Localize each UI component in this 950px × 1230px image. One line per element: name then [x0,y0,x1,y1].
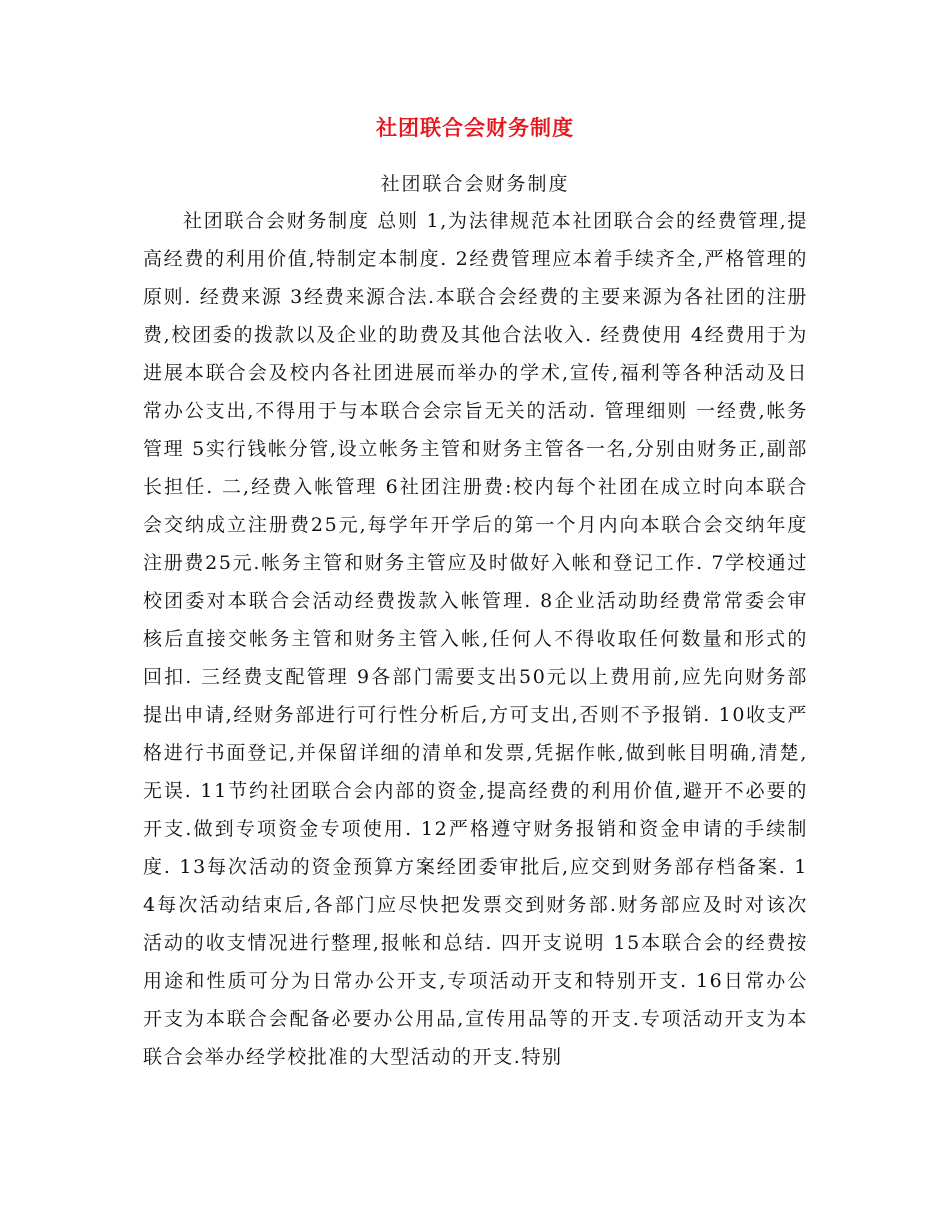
document-title: 社团联合会财务制度 [376,116,574,140]
document-subtitle: 社团联合会财务制度 [380,173,570,195]
document-body-paragraph: 社团联合会财务制度 总则 1,为法律规范本社团联合会的经费管理,提高经费的利用价值,特制定本制度. 2经费管理应本着手续齐全,严格管理的原则. 经费来源 3经费来源合法.本联合会经费的主要来源为各社团的注册费,校团委的拨款以及企业的助费及其他合法收入. 经费使用 4经费用于为进展本联合会及校内各社团进展而举办的学术,宣传,福利等各种活动及日常办公支出,不得用于与本联合会宗旨无关的活动. 管理细则 一经费,帐务管理 5实行钱帐分管,设立帐务主管和财务主管各一名,分别由财务正,副部长担任. 二,经费入帐管理 6社团注册费:校内每个社团在成立时向本联合会交纳成立注册费25元,每学年开学后的第一个月内向本联合会交纳年度注册费25元.帐务主管和财务主管应及时做好入帐和登记工作. 7学校通过校团委对本联合会活动经费拨款入帐管理. 8企业活动助经费常常委会审核后直接交帐务主管和财务主管入帐,任何人不得收取任何数量和形式的回扣. 三经费支配管理 9各部门需要支出50元以上费用前,应先向财务部提出申请,经财务部进行可行性分析后,方可支出,否则不予报销. 10收支严格进行书面登记,并保留详细的清单和发票,凭据作帐,做到帐目明确,清楚,无误. 11节约社团联合会内部的资金,提高经费的利用价值,避开不必要的开支.做到专项资金专项使用. 12严格遵守财务报销和资金申请的手续制度. 13每次活动的资金预算方案经团委审批后,应交到财务部存档备案. 14每次活动结束后,各部门应尽快把发票交到财务部.财务部应及时对该次活动的收支情况进行整理,报帐和总结. 四开支说明 15本联合会的经费按用途和性质可分为日常办公开支,专项活动开支和特别开支. 16日常办公开支为本联合会配备必要办公用品,宣传用品等的开支.专项活动开支为本联合会举办经学校批准的大型活动的开支.特别 [143,210,808,1068]
